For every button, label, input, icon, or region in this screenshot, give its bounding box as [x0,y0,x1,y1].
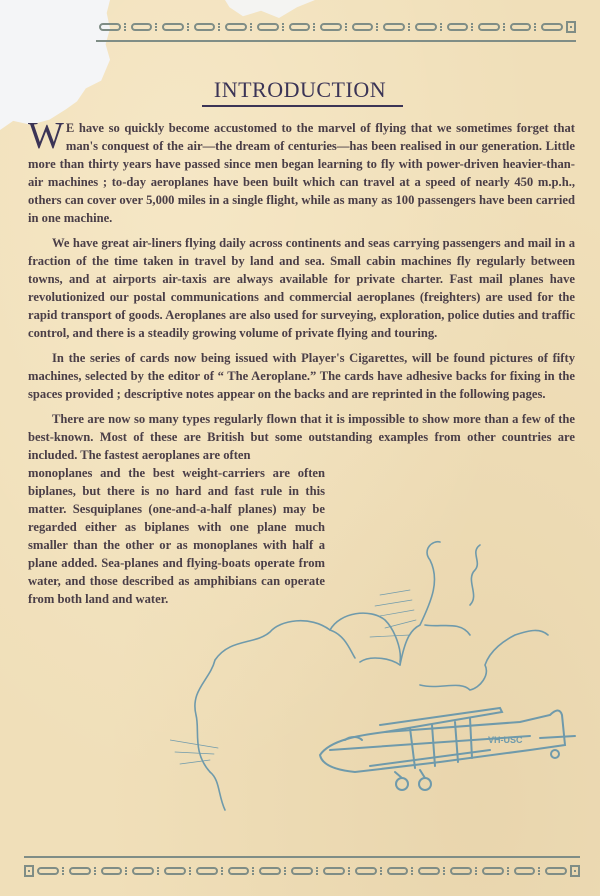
aircraft-registration: VH-USC [488,735,523,745]
torn-edge [225,0,315,18]
biplane-icon [320,708,575,790]
page-title: INTRODUCTION [213,77,387,102]
paragraph-4: There are now so many types regularly flown that it is impossible to show more than a few of the best-known. Most of these are British but some outstanding examples from other countries are included. The fastest aeroplanes are often [28,412,575,462]
paragraph-3: In the series of cards now being issued with Player's Cigarettes, will be found pictures of fifty machines, selected by the editor of “ The Aeroplane.” The cards have adhesive backs for fixing in the spaces provided ; descriptive notes appear on the backs and are reprinted in the following pages. [28,351,575,401]
cloud-right-icon [400,542,440,665]
aeroplane-illustration [170,540,590,830]
bottom-chain-border [24,856,580,886]
paragraph-4-continued: monoplanes and the best weight-carriers are often biplanes, but there is no hard and fast rule in this matter. Sesquiplanes (one-and-a-half planes) may be regarded either as biplanes with one plane much smaller than the other or as monoplanes with half a plane added. Sea-planes and flying-boats operate from water, and those described as amphibians can operate from both land and water. [28,466,325,606]
paragraph-1: W E have so quickly become accustomed to the marvel of flying that we sometimes forget that man's conquest of the air—the dream of centuries—has been realised in our generation. Little more than thirty years have passed since men began learning to fly with power-driven heavier-than-air machines ; to-day aeroplanes have been built which can travel at a speed of nearly 450 m.p.h., others can cover over 5,000 miles in a single flight, while as many as 100 passengers have been carried in one machine. [28,115,575,225]
top-chain-border [96,20,576,50]
torn-corner [0,0,110,130]
title-underline [202,105,403,107]
body-text [28,115,575,608]
paragraph-2: We have great air-liners flying daily across continents and seas carrying passengers and mail in a fraction of the time taken in travel by land and sea. Small cabin machines fly regularly between towns, and at airports air-taxis are always available for private charter. Fast mail planes have revolutionized our postal communications and commercial aeroplanes (freighters) are used for the rapid transport of goods. Aeroplanes are also used for surveying, exploration, police duties and traffic control, and there is a steadily growing volume of private flying and touring. [28,236,575,340]
drop-cap: W [28,115,64,157]
